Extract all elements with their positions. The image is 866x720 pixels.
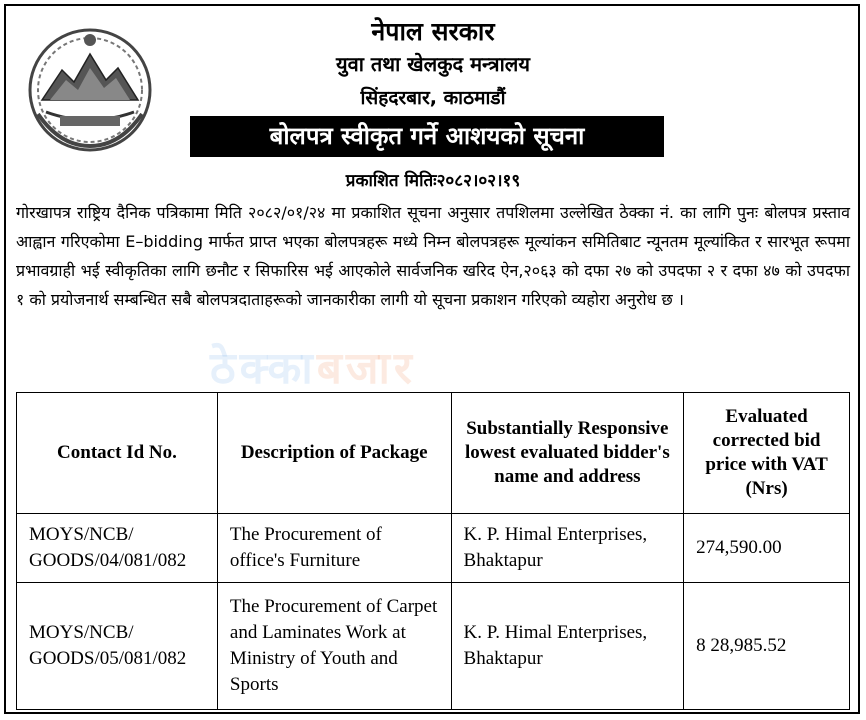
watermark-part-2: बजार	[316, 343, 416, 394]
notice-title-banner: बोलपत्र स्वीकृत गर्ने आशयको सूचना	[190, 116, 664, 157]
header-price: Evaluated corrected bid price with VAT (Nrs)	[684, 393, 850, 514]
watermark-part-1: ठेक्का	[210, 343, 317, 394]
table-header-row	[17, 393, 850, 514]
bid-evaluation-table	[16, 392, 850, 710]
notice-paragraph: गोरखापत्र राष्ट्रिय दैनिक पत्रिकामा मिति २०८२/०१/२४ मा प्रकाशित सूचना अनुसार तपशिलमा उल्लेखित ठेक्का नं. का लागि पुनः बोलपत्र प्रस्ताव आह्वान गरिएकोमा E–bidding मार्फत प्राप्त भएका बोलपत्रहरू मध्ये निम्न बोलपत्रहरू मूल्यांकन समितिबाट न्यूनतम मूल्यांकित र सारभूत रूपमा प्रभावग्राही भई स्वीकृतिका लागि छनौट र सिफारिस भई आएकोले सार्वजनिक खरिद ऐन,२०६३ को दफा २७ को उपदफा २ र दफा ४७ को उपदफा १ को प्रयोजनार्थ सम्बन्धित सबै बोलपत्रदाताहरूको जानकारीका लागी यो सूचना प्रकाशन गरिएको व्यहोरा अनुरोध छ ।	[16, 203, 850, 309]
cell-bidder: K. P. Himal Enterprises, Bhaktapur	[451, 583, 684, 710]
cell-description: The Procurement of Carpet and Laminates Work at Ministry of Youth and Sports	[217, 583, 451, 710]
header-contract-id: Contact Id No.	[17, 393, 218, 514]
ministry-title: युवा तथा खेलकुद मन्त्रालय	[336, 52, 530, 76]
cell-price: 274,590.00	[684, 514, 850, 583]
cell-description: The Procurement of office's Furniture	[217, 514, 451, 583]
ministry-address: सिंहदरबार, काठमाडौं	[360, 87, 506, 109]
cell-price: 8 28,985.52	[684, 583, 850, 710]
table-row	[17, 514, 850, 583]
government-title: नेपाल सरकार	[371, 17, 495, 46]
cell-contract-id: MOYS/NCB/ GOODS/04/081/082	[17, 514, 218, 583]
cell-bidder: K. P. Himal Enterprises, Bhaktapur	[451, 514, 684, 583]
cell-contract-id: MOYS/NCB/ GOODS/05/081/082	[17, 583, 218, 710]
table-row	[17, 583, 850, 710]
header-description: Description of Package	[217, 393, 451, 514]
header-bidder: Substantially Responsive lowest evaluated bidder's name and address	[451, 393, 684, 514]
published-date: प्रकाशित मितिः२०८२।०२।१९	[345, 171, 521, 191]
